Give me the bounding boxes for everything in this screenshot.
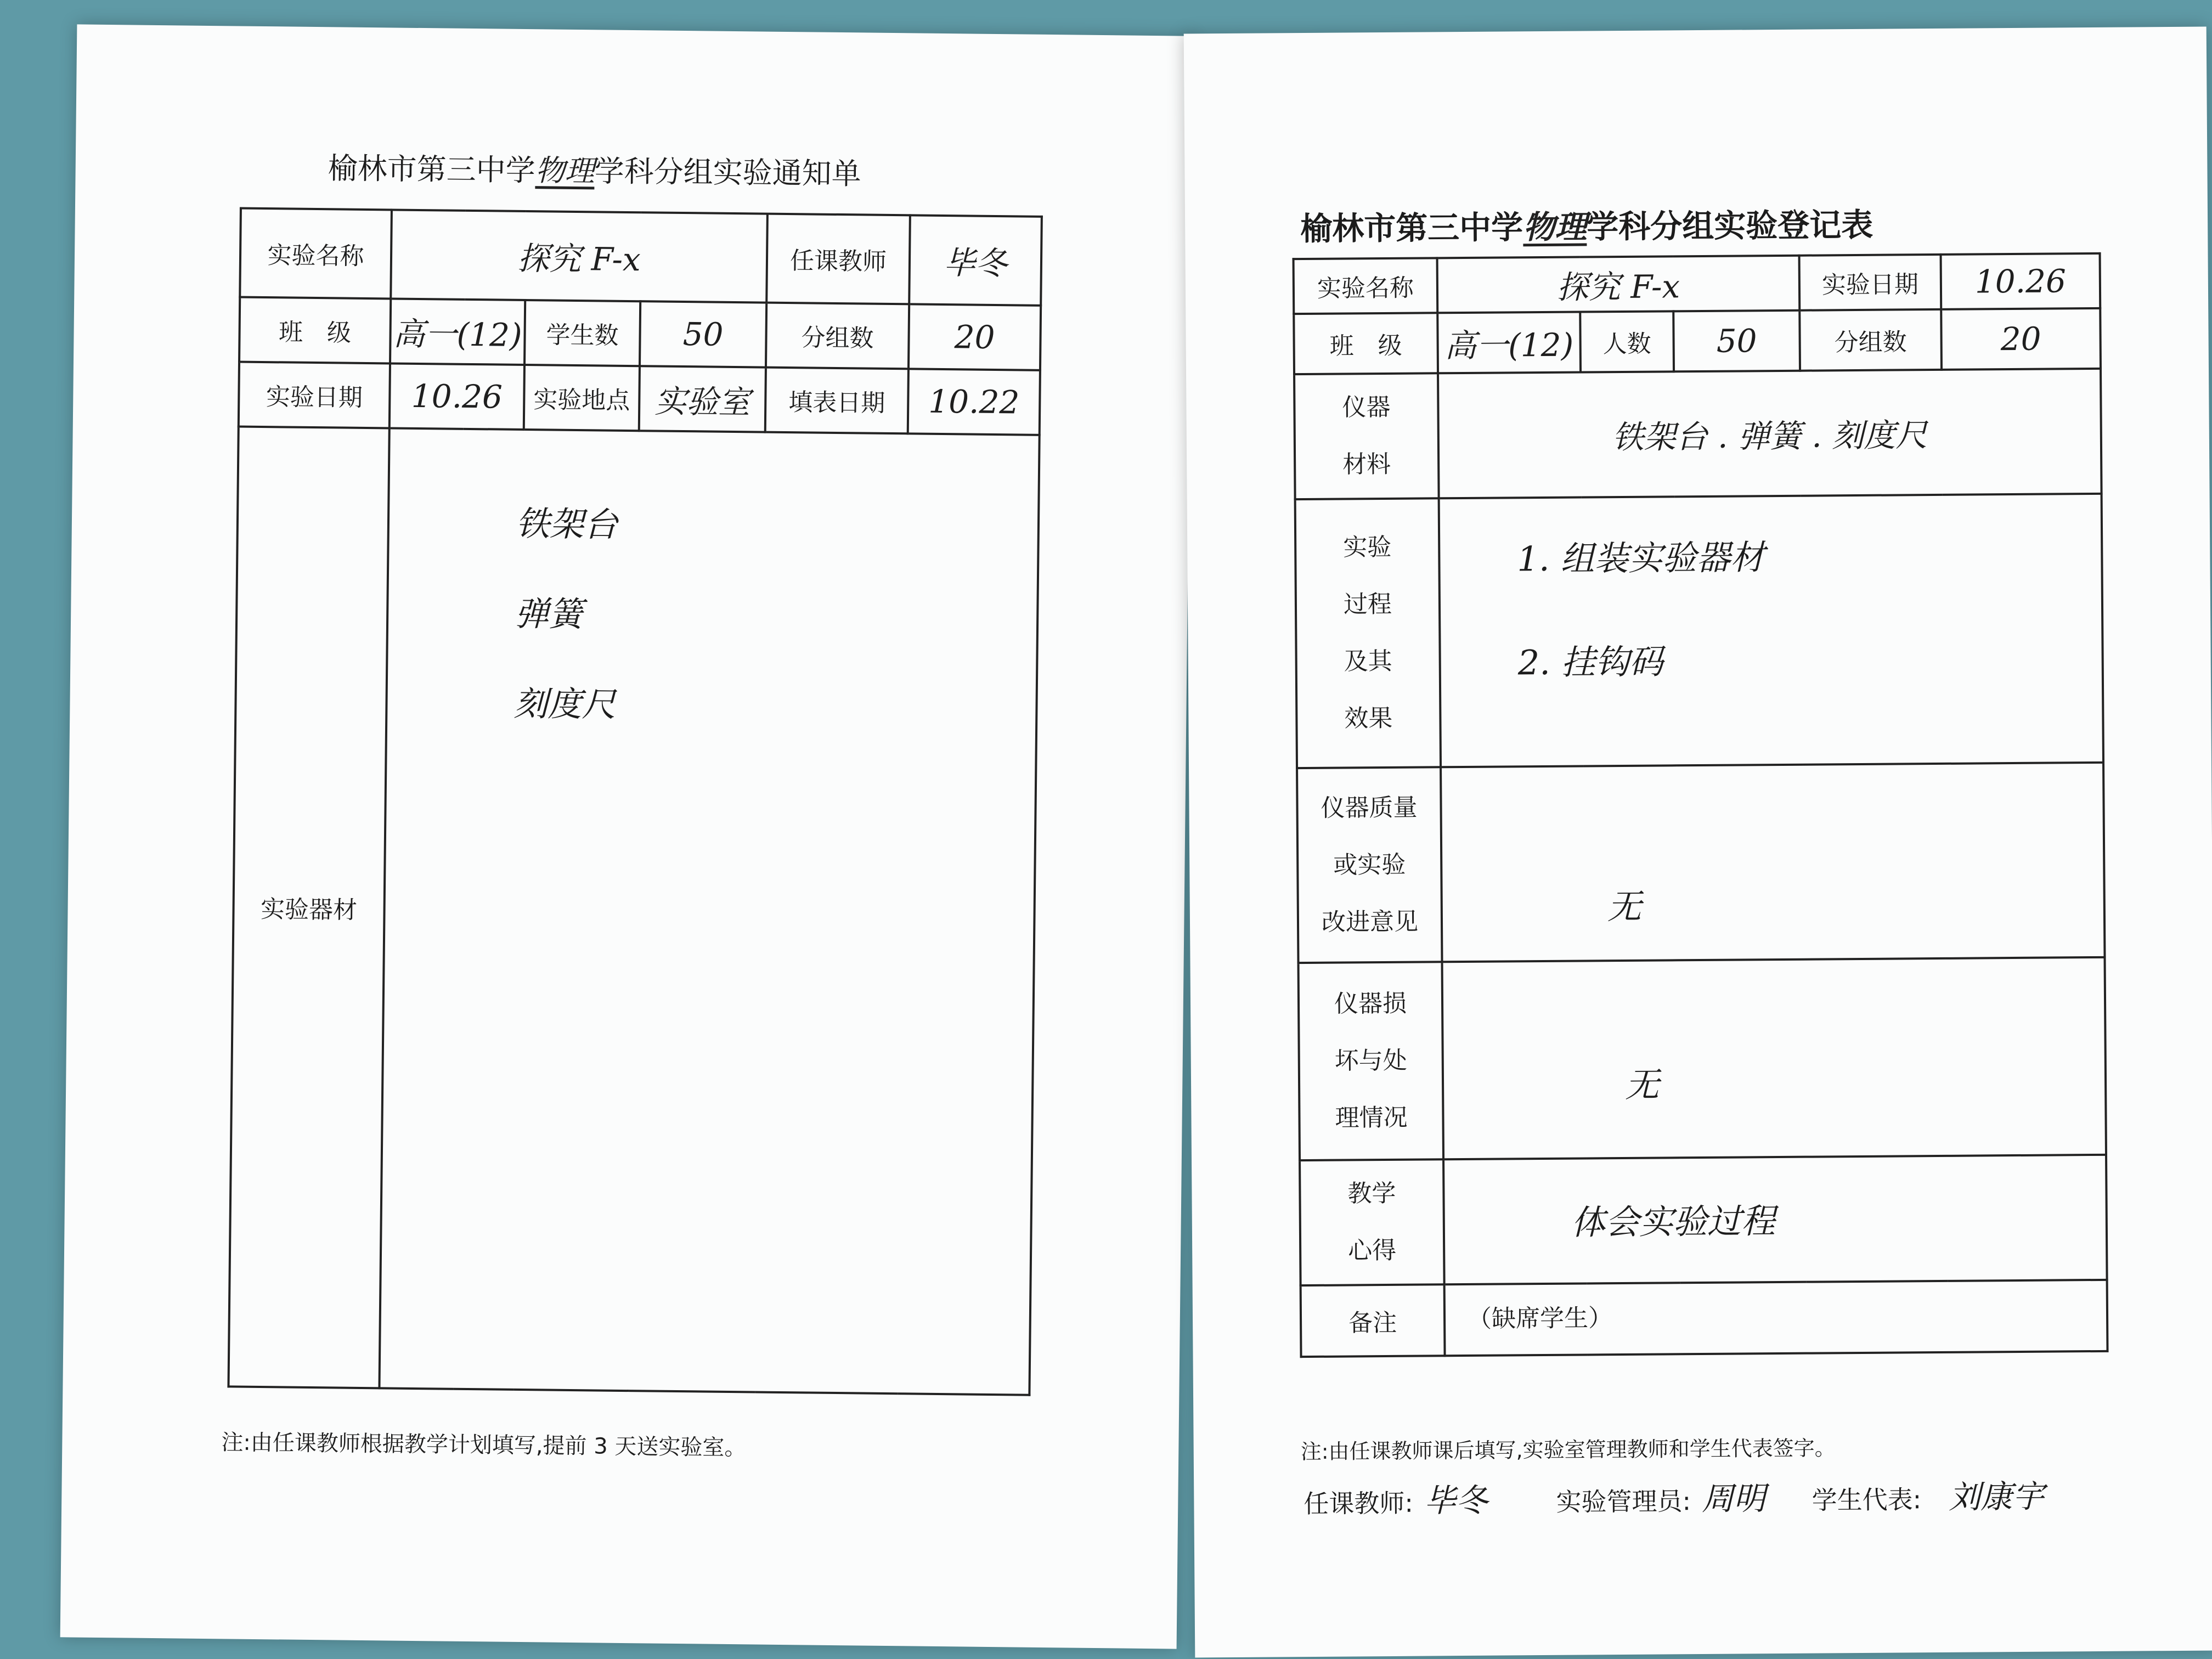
reg-label-damage-line: 坏与处 xyxy=(1334,1046,1407,1075)
reg-label-process-line: 过程 xyxy=(1343,590,1392,619)
notice-title xyxy=(328,145,861,193)
reg-label-teaching-line: 教学 xyxy=(1347,1179,1396,1208)
sig-teacher-value: 毕冬 xyxy=(1424,1481,1488,1520)
reg-remarks-text: （缺席学生） xyxy=(1467,1304,1613,1333)
reg-label-process-line: 及其 xyxy=(1344,647,1392,676)
class-value: 高一(12) xyxy=(390,298,525,365)
label-teacher: 任课教师 xyxy=(766,214,910,304)
sig-student-label: 学生代表: xyxy=(1812,1485,1922,1515)
sig-teacher-label: 任课教师: xyxy=(1304,1488,1414,1519)
reg-process-list xyxy=(1439,494,2103,767)
reg-label-quality-line: 或实验 xyxy=(1333,850,1406,879)
exp-date-value: 10.26 xyxy=(390,363,524,430)
reg-instruments-value: 铁架台 . 弹簧 . 刻度尺 xyxy=(1438,369,2102,498)
label-exp-date: 实验日期 xyxy=(239,362,390,428)
notice-footnote: 注:由任课教师根据教学计划填写,提前 3 天送实验室。 xyxy=(221,1430,747,1461)
reg-label-process-line: 效果 xyxy=(1344,704,1393,733)
equipment-item: 铁架台 xyxy=(515,503,618,545)
label-groups: 分组数 xyxy=(766,303,909,369)
register-title-prefix: 榆林市第三中学 xyxy=(1300,208,1523,248)
reg-exp-date-value: 10.26 xyxy=(1941,253,2101,309)
reg-damage-value: 无 xyxy=(1624,1064,1660,1105)
reg-teaching-cell xyxy=(1443,1155,2107,1284)
register-footnote: 注:由任课教师课后填写,实验室管理教师和学生代表签字。 xyxy=(1300,1436,1836,1464)
exp-name-value: 探究 F-x xyxy=(391,210,768,302)
reg-quality-value: 无 xyxy=(1607,886,1642,927)
sig-admin-value: 周明 xyxy=(1701,1480,1766,1518)
sig-admin-label: 实验管理员: xyxy=(1556,1486,1691,1517)
reg-exp-name-value: 探究 F-x xyxy=(1437,256,1800,313)
reg-label-class: 班 级 xyxy=(1294,313,1438,374)
reg-label-groups: 分组数 xyxy=(1799,309,1942,371)
reg-label-process xyxy=(1295,498,1441,768)
label-students: 学生数 xyxy=(524,300,640,366)
register-subject: 物理 xyxy=(1522,208,1587,246)
equipment-item: 弹簧 xyxy=(514,593,583,635)
equipment-item: 刻度尺 xyxy=(514,683,616,725)
location-value: 实验室 xyxy=(639,366,766,432)
reg-label-teaching-line: 心得 xyxy=(1348,1236,1397,1265)
reg-teaching-value: 体会实验过程 xyxy=(1571,1201,1776,1243)
reg-label-damage xyxy=(1299,962,1444,1160)
teacher-value: 毕冬 xyxy=(909,215,1042,306)
reg-label-instruments-line: 仪器 xyxy=(1342,393,1391,422)
process-step: 1. 组装实验器材 xyxy=(1517,537,1765,579)
sig-student-value: 刘康宇 xyxy=(1948,1477,2045,1516)
register-title xyxy=(1300,199,1874,249)
label-location: 实验地点 xyxy=(524,365,640,431)
reg-label-teaching xyxy=(1300,1159,1444,1285)
reg-class-value: 高一(12) xyxy=(1437,312,1581,374)
notice-title-prefix: 榆林市第三中学 xyxy=(328,151,536,188)
reg-label-exp-name: 实验名称 xyxy=(1294,258,1438,314)
label-fill-date: 填表日期 xyxy=(765,368,909,434)
register-title-suffix: 学科分组实验登记表 xyxy=(1586,206,1874,246)
reg-damage-cell xyxy=(1442,957,2106,1159)
reg-label-exp-date: 实验日期 xyxy=(1799,255,1942,311)
reg-label-instruments xyxy=(1294,373,1439,499)
register-table xyxy=(1293,252,2109,1358)
label-exp-name: 实验名称 xyxy=(240,208,392,299)
reg-label-quality-line: 仪器质量 xyxy=(1321,793,1418,822)
reg-quality-cell xyxy=(1441,763,2104,962)
reg-label-people: 人数 xyxy=(1580,311,1674,372)
reg-people-value: 50 xyxy=(1673,311,1800,372)
label-equipment: 实验器材 xyxy=(228,427,389,1389)
students-value: 50 xyxy=(640,301,766,367)
process-step: 2. 挂钩码 xyxy=(1517,641,1663,683)
notice-sheet xyxy=(60,24,1194,1649)
register-sheet xyxy=(1184,27,2212,1658)
notice-table xyxy=(227,207,1042,1396)
reg-label-quality-line: 改进意见 xyxy=(1321,907,1419,936)
reg-label-process-line: 实验 xyxy=(1343,533,1392,562)
signature-row xyxy=(1304,1471,2044,1522)
reg-groups-value: 20 xyxy=(1941,308,2101,370)
reg-label-damage-line: 仪器损 xyxy=(1334,989,1407,1018)
equipment-list xyxy=(379,428,1039,1395)
reg-label-instruments-line: 材料 xyxy=(1342,450,1391,479)
reg-label-damage-line: 理情况 xyxy=(1335,1103,1408,1132)
reg-remarks-value xyxy=(1444,1280,2108,1356)
fill-date-value: 10.22 xyxy=(908,369,1040,435)
label-class: 班 级 xyxy=(239,297,391,364)
notice-title-suffix: 学科分组实验通知单 xyxy=(594,154,862,191)
reg-label-remarks: 备注 xyxy=(1301,1284,1445,1357)
notice-subject: 物理 xyxy=(535,153,595,189)
reg-label-quality xyxy=(1297,767,1442,963)
groups-value: 20 xyxy=(909,304,1041,370)
